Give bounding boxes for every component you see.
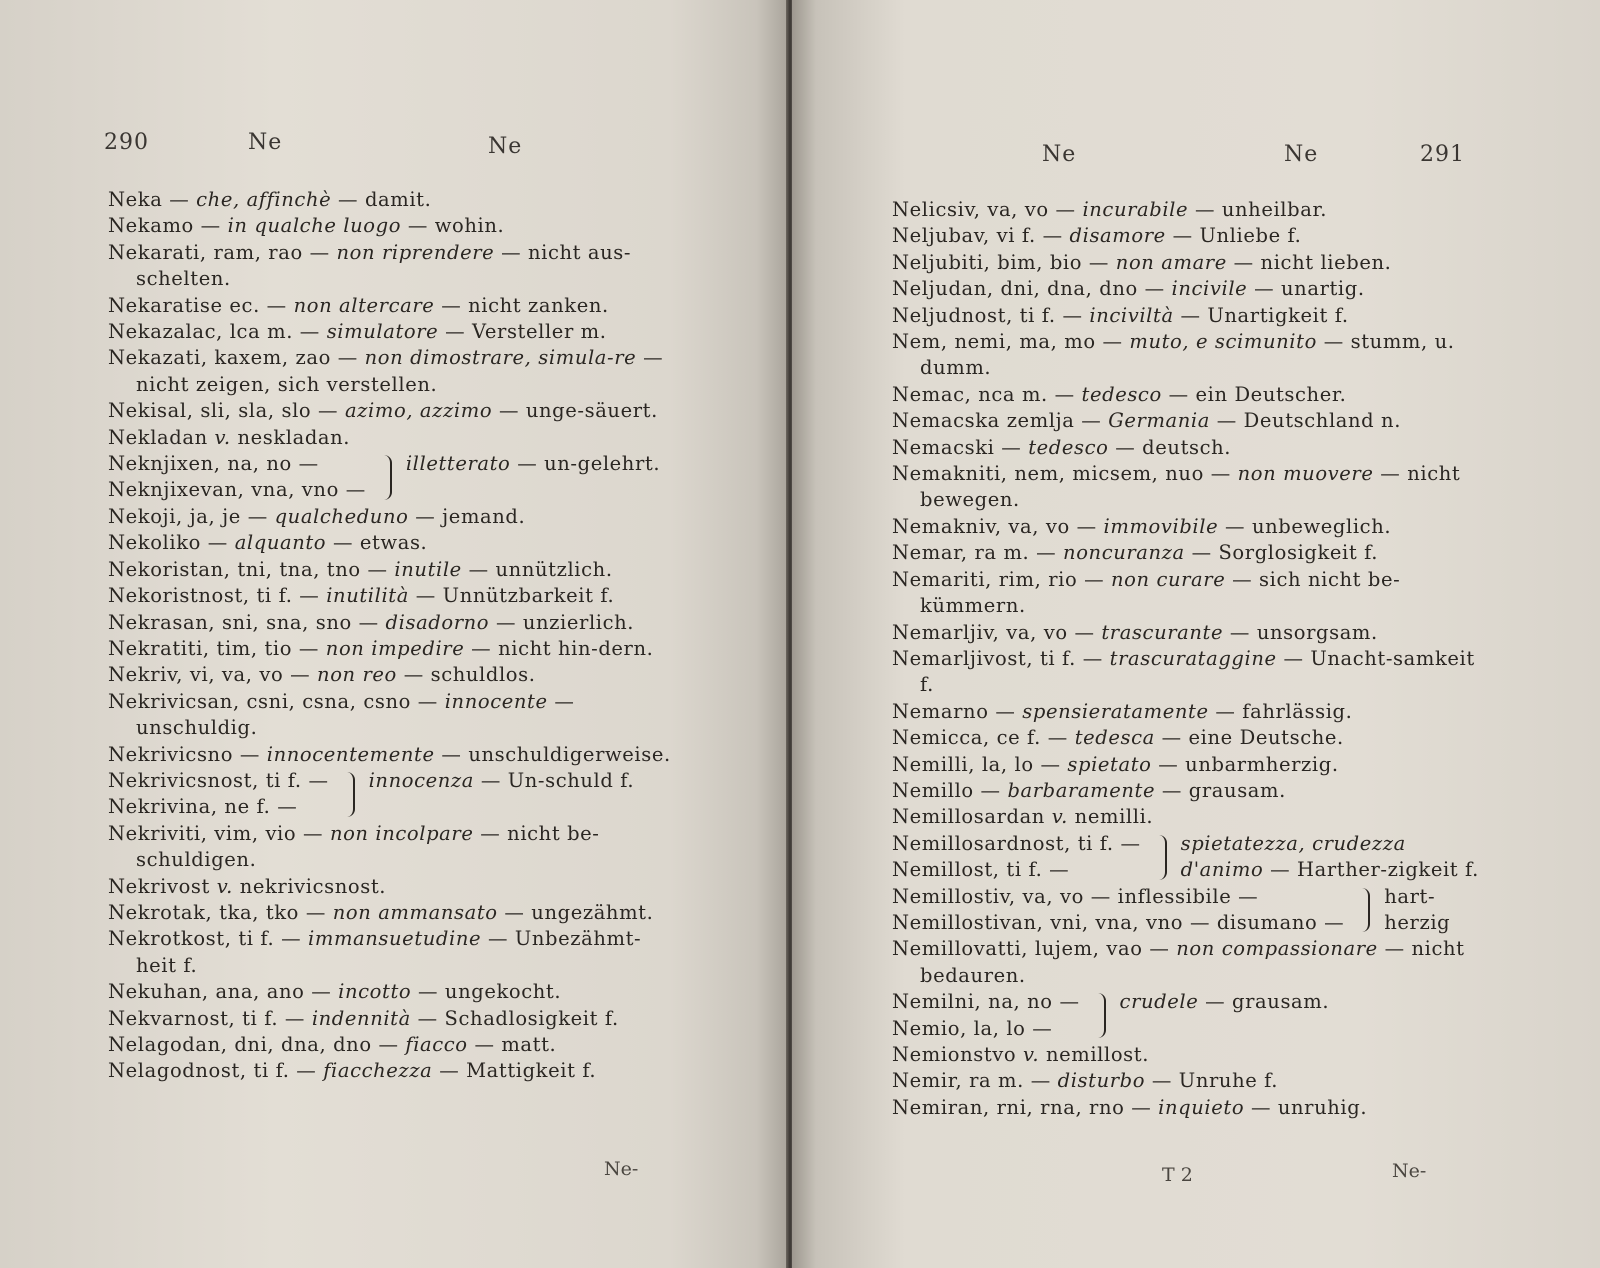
headword: Nemarljivost, ti f. — — [892, 646, 1110, 670]
right-dictionary-entry — [892, 514, 1482, 540]
brace-bracket — [1151, 835, 1167, 880]
headword: Nemicca, ce f. — — [892, 726, 1075, 750]
headword: Nekrotkost, ti f. — — [108, 927, 309, 951]
german-gloss: — nicht hin-dern. — [464, 636, 654, 660]
headword: Neknjixevan, vna, vno — — [108, 478, 366, 502]
catchword-left: Ne- — [604, 1158, 639, 1180]
italian-gloss: noncuranza — [1063, 541, 1185, 565]
italian-gloss: innocenza — [368, 768, 475, 792]
headword: Nekvarnost, ti f. — — [108, 1006, 312, 1030]
running-head-right-1: Ne — [1042, 142, 1077, 167]
right-dictionary-entry — [892, 752, 1482, 778]
right-dictionary-entry — [892, 435, 1482, 461]
headword: Nemar, ra m. — — [892, 541, 1064, 565]
german-gloss: — unheilbar. — [1188, 198, 1328, 221]
german-gloss: — Unliebe f. — [1165, 224, 1302, 248]
german-gloss: — unruhig. — [1244, 1095, 1368, 1119]
italian-gloss: spensieratamente — [1022, 699, 1209, 723]
italian-gloss: inutile — [394, 557, 462, 581]
headword: Nelagodan, dni, dna, dno — — [108, 1033, 406, 1056]
italian-gloss: alquanto — [234, 531, 327, 555]
right-dictionary-entry — [892, 408, 1482, 434]
headword: Neknjixen, na, no — — [108, 452, 319, 476]
right-entry-group — [892, 989, 1482, 1042]
headword: Nelagodnost, ti f. — — [108, 1059, 324, 1083]
italian-gloss: inquieto — [1158, 1095, 1245, 1119]
left-dictionary-entry — [108, 425, 678, 451]
left-dictionary-entry — [108, 187, 678, 213]
german-gloss: — Deutschland n. — [1209, 409, 1401, 433]
german-gloss: — unschuldig. — [136, 689, 575, 740]
left-dictionary-entry — [108, 610, 678, 636]
headword: Nekazalac, lca m. — — [108, 320, 327, 344]
italian-gloss: non compassionare — [1176, 937, 1378, 961]
right-dictionary-entry — [892, 778, 1482, 804]
left-dictionary-entry — [108, 821, 678, 874]
german-gloss: — ein Deutscher. — [1161, 382, 1347, 406]
german-gloss: — nicht be-schuldigen. — [136, 821, 600, 872]
shared-gloss — [1181, 831, 1482, 884]
german-gloss: — wohin. — [401, 214, 505, 238]
left-dictionary-entry — [108, 662, 678, 688]
headword: Nemillostivan, vni, vna, vno — disumano — — [892, 910, 1345, 934]
headword: Neljudan, dni, dna, dno — — [892, 277, 1172, 301]
left-dictionary-entry — [108, 398, 678, 424]
left-dictionary-entry — [108, 636, 678, 662]
shared-gloss — [1120, 989, 1482, 1042]
german-gloss: — nicht lieben. — [1226, 250, 1392, 274]
headword: Nemilli, la, lo — — [892, 752, 1068, 776]
german-gloss: — grausam. — [1155, 778, 1286, 802]
shared-gloss — [369, 768, 678, 821]
italian-gloss: simulatore — [326, 320, 439, 344]
italian-gloss: trascurante — [1101, 620, 1224, 644]
german-gloss: — unschuldigerweise. — [434, 742, 671, 766]
right-dictionary-entry — [892, 250, 1482, 276]
german-gloss: — stumm, u. dumm. — [920, 330, 1455, 380]
headword: Nemillosardan — [892, 805, 1052, 829]
headword: Neljubiti, bim, bio — — [892, 250, 1116, 274]
headword: Neljubav, vi f. — — [892, 224, 1070, 248]
italian-gloss: spietatezza, crudezza d'animo — [1180, 831, 1406, 882]
german-gloss: — Unartigkeit f. — [1173, 303, 1349, 327]
german-gloss: — Mattigkeit f. — [432, 1059, 597, 1083]
right-dictionary-entry — [892, 620, 1482, 646]
right-dictionary-entry — [892, 725, 1482, 751]
headword: Nemir, ra m. — — [892, 1069, 1058, 1093]
german-gloss: — unzierlich. — [489, 610, 635, 634]
german-gloss: neskladan. — [230, 425, 351, 449]
signature-mark: T 2 — [1162, 1164, 1193, 1186]
italian-gloss: tedesco — [1081, 382, 1162, 406]
italian-gloss: che, affinchè — [196, 188, 332, 211]
italian-gloss: muto, e scimunito — [1129, 330, 1317, 354]
headword: Nemacski — — [892, 435, 1029, 459]
headword: Nekoristan, tni, tna, tno — — [108, 557, 395, 581]
headword-list — [892, 989, 1080, 1042]
headword: Nekrasan, sni, sna, sno — — [108, 610, 386, 634]
italian-gloss: innocentemente — [266, 742, 435, 766]
right-dictionary-entry — [892, 567, 1482, 620]
headword: Nem, nemi, ma, mo — — [892, 330, 1130, 354]
headword: Nekuhan, ana, ano — — [108, 980, 339, 1004]
left-dictionary-entry — [108, 319, 678, 345]
headword: Nekrivost — [108, 874, 217, 898]
headword: Neka — — [108, 188, 197, 211]
italian-gloss: barbaramente — [1007, 778, 1156, 802]
headword: Nemac, nca m. — — [892, 382, 1082, 406]
right-dictionary-entry — [892, 646, 1482, 699]
headword: Nemillosardnost, ti f. — — [892, 831, 1141, 855]
german-gloss: — Unacht-samkeit f. — [920, 646, 1475, 697]
italian-gloss: disturbo — [1057, 1069, 1146, 1093]
headword-list — [108, 451, 366, 504]
left-entry-group — [108, 768, 678, 821]
german-gloss: — fahrlässig. — [1208, 699, 1353, 723]
page-number-right: 291 — [1420, 142, 1465, 167]
italian-gloss: indennità — [311, 1006, 411, 1030]
italian-gloss: v. — [214, 425, 231, 449]
italian-gloss: qualcheduno — [274, 504, 409, 528]
italian-gloss: non riprendere — [336, 240, 495, 264]
german-gloss: — Unnützbarkeit f. — [408, 584, 615, 608]
italian-gloss: non incolpare — [329, 821, 474, 845]
headword: Nemio, la, lo — — [892, 1016, 1053, 1040]
german-gloss: — Unbezähmt-heit f. — [136, 927, 642, 977]
right-entry-group — [892, 831, 1482, 884]
right-dictionary-entry — [892, 461, 1482, 514]
german-gloss: — grausam. — [1198, 990, 1330, 1014]
brace-bracket — [1090, 993, 1106, 1038]
headword: Nekrivina, ne f. — — [108, 795, 298, 819]
italian-gloss: fiacchezza — [323, 1059, 433, 1083]
german-gloss: — nicht bewegen. — [920, 462, 1461, 512]
italian-gloss: spietato — [1067, 752, 1152, 776]
headword: Nekisal, sli, sla, slo — — [108, 399, 345, 423]
headword: Nekazati, kaxem, zao — — [108, 346, 365, 370]
german-gloss: — un-gelehrt. — [510, 452, 661, 476]
german-gloss: — Harther-zigkeit f. — [1263, 858, 1479, 882]
headword: Nekamo — — [108, 214, 228, 238]
left-dictionary-entry — [108, 689, 678, 742]
italian-gloss: non ammansato — [332, 900, 498, 924]
german-gloss: nekrivicsnost. — [232, 874, 387, 898]
left-dictionary-entry — [108, 213, 678, 239]
german-gloss: — Schadlosigkeit f. — [410, 1006, 619, 1030]
left-dictionary-entry — [108, 1006, 678, 1032]
headword: Nemillo — — [892, 778, 1008, 802]
right-dictionary-entry — [892, 223, 1482, 249]
left-dictionary-entry — [108, 240, 678, 293]
german-gloss: — deutsch. — [1108, 435, 1232, 459]
headword: Nekriv, vi, va, vo — — [108, 663, 318, 687]
headword: Nekoji, ja, je — — [108, 504, 275, 528]
italian-gloss: tedesca — [1074, 726, 1155, 750]
right-entry-group — [892, 884, 1482, 937]
german-gloss: — unsorgsam. — [1223, 620, 1378, 644]
italian-gloss: inciviltà — [1089, 303, 1174, 327]
left-dictionary-entry — [108, 583, 678, 609]
german-gloss: — damit. — [331, 188, 432, 211]
german-gloss: — unartig. — [1247, 277, 1365, 301]
german-gloss: — schuldlos. — [396, 663, 536, 687]
italian-gloss: non dimostrare, simula-re — [364, 346, 637, 370]
italian-gloss: non amare — [1115, 250, 1227, 274]
german-gloss: hart-herzig — [1384, 884, 1451, 934]
headword: Nekrivicsno — — [108, 742, 267, 766]
headword: Nekladan — [108, 425, 215, 449]
headword: Nemarno — — [892, 699, 1023, 723]
right-dictionary-entry — [892, 936, 1482, 989]
headword: Neljudnost, ti f. — — [892, 303, 1090, 327]
italian-gloss: tedesco — [1028, 435, 1109, 459]
german-gloss: — nicht zeigen, sich verstellen. — [136, 346, 664, 396]
right-page — [792, 0, 1600, 1268]
headword-list — [892, 884, 1344, 937]
italian-gloss: Germania — [1108, 409, 1210, 433]
brace-bracket — [376, 455, 392, 500]
headword-list — [892, 831, 1141, 884]
left-dictionary-entry — [108, 293, 678, 319]
catchword-right: Ne- — [1392, 1160, 1427, 1182]
headword: Nemilni, na, no — — [892, 990, 1080, 1014]
headword: Nekriviti, vim, vio — — [108, 821, 330, 845]
italian-gloss: disamore — [1069, 224, 1166, 248]
german-gloss: — Un-schuld f. — [474, 768, 635, 792]
right-dictionary-entry — [892, 540, 1482, 566]
german-gloss: — ungezähmt. — [497, 900, 654, 924]
german-gloss: — Sorglosigkeit f. — [1184, 541, 1379, 565]
shared-gloss — [406, 451, 678, 504]
left-dictionary-entry — [108, 1032, 678, 1058]
left-dictionary-entry — [108, 926, 678, 979]
german-gloss: — unge-säuert. — [492, 399, 658, 423]
italian-gloss: illetterato — [405, 452, 511, 476]
german-gloss: — matt. — [467, 1033, 557, 1056]
german-gloss: — unnützlich. — [461, 557, 613, 581]
left-dictionary-entry — [108, 1058, 678, 1084]
headword: Nemacska zemlja — — [892, 409, 1109, 433]
headword: Nekrivicsan, csni, csna, csno — — [108, 689, 445, 713]
headword: Nekoliko — — [108, 531, 235, 555]
italian-gloss: non curare — [1111, 567, 1226, 591]
italian-gloss: inutilità — [326, 584, 409, 608]
italian-gloss: incivile — [1171, 277, 1248, 301]
left-dictionary-entry — [108, 742, 678, 768]
running-head-left-1: Ne — [248, 130, 283, 155]
german-gloss: — sich nicht be-kümmern. — [920, 567, 1401, 618]
italian-gloss: immansuetudine — [308, 927, 482, 951]
right-dictionary-entry — [892, 276, 1482, 302]
italian-gloss: v. — [1051, 805, 1068, 829]
german-gloss: — unbarmherzig. — [1151, 752, 1339, 776]
headword: Nekrotak, tka, tko — — [108, 900, 333, 924]
german-gloss: — nicht zanken. — [434, 293, 609, 317]
running-head-left-2: Ne — [488, 134, 523, 159]
german-gloss: — Versteller m. — [438, 320, 607, 344]
italian-gloss: non reo — [317, 663, 397, 687]
german-gloss: — ungekocht. — [411, 980, 562, 1004]
headword-list — [108, 768, 329, 821]
running-head-right-2: Ne — [1284, 142, 1319, 167]
italian-gloss: immovibile — [1103, 514, 1219, 538]
headword: Nekratiti, tim, tio — — [108, 636, 326, 660]
left-dictionary-entry — [108, 900, 678, 926]
german-gloss: — eine Deutsche. — [1154, 726, 1344, 750]
german-gloss: nemillost. — [1039, 1043, 1150, 1066]
headword: Nemarljiv, va, vo — — [892, 620, 1102, 644]
italian-gloss: incurabile — [1082, 198, 1189, 221]
left-dictionary-entry — [108, 530, 678, 556]
headword: Nelicsiv, va, vo — — [892, 198, 1083, 221]
italian-gloss: v. — [216, 874, 233, 898]
brace-bracket — [339, 772, 355, 817]
headword: Nekarati, ram, rao — — [108, 240, 337, 264]
right-dictionary-entry — [892, 1068, 1482, 1094]
italian-gloss: in qualche luogo — [227, 214, 402, 238]
italian-gloss: non altercare — [293, 293, 435, 317]
german-gloss: — nicht bedauren. — [920, 937, 1465, 987]
right-dictionary-entry — [892, 197, 1482, 223]
headword: Nemillovatti, lujem, vao — — [892, 937, 1177, 961]
german-gloss: — nicht aus-schelten. — [136, 240, 632, 291]
right-dictionary-entry — [892, 382, 1482, 408]
shared-gloss — [1384, 884, 1482, 937]
left-dictionary-entry — [108, 504, 678, 530]
italian-gloss: fiacco — [405, 1033, 468, 1056]
page-number-left: 290 — [104, 130, 149, 155]
german-gloss: — jemand. — [408, 504, 526, 528]
italian-gloss: disadorno — [385, 610, 490, 634]
headword: Nekaratise ec. — — [108, 293, 294, 317]
italian-gloss: v. — [1023, 1043, 1040, 1066]
left-dictionary-entry — [108, 557, 678, 583]
german-gloss: — etwas. — [326, 531, 428, 555]
right-dictionary-entry — [892, 303, 1482, 329]
right-dictionary-entry — [892, 804, 1482, 830]
headword: Nemakniv, va, vo — — [892, 514, 1104, 538]
german-gloss: nemilli. — [1067, 805, 1154, 829]
italian-gloss: azimo, azzimo — [344, 399, 493, 423]
headword: Nekrivicsnost, ti f. — — [108, 768, 329, 792]
right-dictionary-entry — [892, 1042, 1482, 1068]
headword: Nemillostiv, va, vo — inflessibile — — [892, 884, 1259, 908]
italian-gloss: non impedire — [325, 636, 465, 660]
headword: Nemionstvo — [892, 1043, 1024, 1066]
headword: Nemariti, rim, rio — — [892, 567, 1111, 591]
left-entry-group — [108, 451, 678, 504]
italian-gloss: crudele — [1119, 990, 1199, 1014]
left-dictionary-entry — [108, 874, 678, 900]
headword: Nemillost, ti f. — — [892, 858, 1070, 882]
brace-bracket — [1354, 888, 1370, 933]
right-dictionary-entry — [892, 699, 1482, 725]
italian-gloss: trascurataggine — [1109, 646, 1277, 670]
left-dictionary-entry — [108, 979, 678, 1005]
italian-gloss: incotto — [338, 980, 412, 1004]
right-dictionary-entry — [892, 329, 1482, 382]
left-entry-list — [108, 187, 678, 1085]
headword: Nemakniti, nem, micsem, nuo — — [892, 462, 1238, 486]
german-gloss: — unbeweglich. — [1218, 514, 1392, 538]
headword: Nemiran, rni, rna, rno — — [892, 1095, 1159, 1119]
left-dictionary-entry — [108, 345, 678, 398]
italian-gloss: non muovere — [1237, 462, 1374, 486]
headword: Nekoristnost, ti f. — — [108, 584, 327, 608]
right-entry-list — [892, 197, 1482, 1121]
right-dictionary-entry — [892, 1095, 1482, 1121]
italian-gloss: innocente — [444, 689, 548, 713]
german-gloss: — Unruhe f. — [1145, 1069, 1279, 1093]
left-page — [0, 0, 788, 1268]
